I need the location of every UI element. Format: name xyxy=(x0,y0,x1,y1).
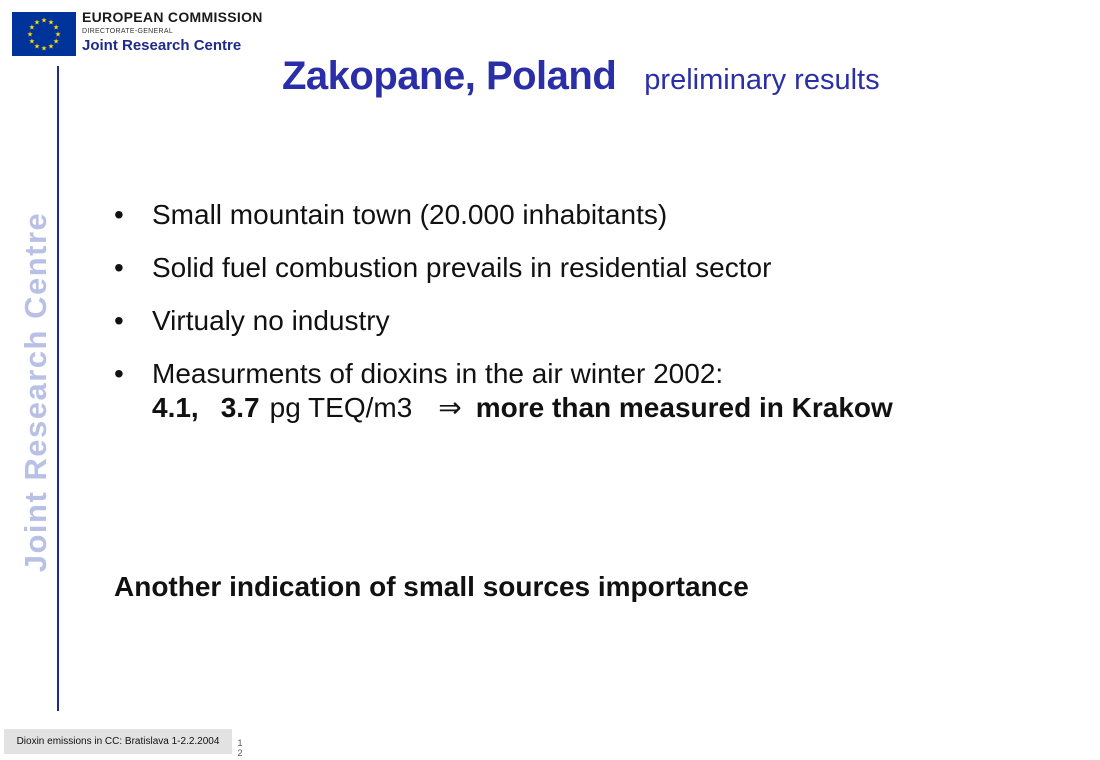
vertical-divider xyxy=(57,66,59,711)
bullet-icon: • xyxy=(114,252,124,283)
conclusion-text: Another indication of small sources importance xyxy=(114,571,749,602)
flag-star-icon: ★ xyxy=(52,38,60,46)
flag-star-icon: ★ xyxy=(47,43,55,51)
measurement-conclusion: more than measured in Krakow xyxy=(475,392,893,423)
bullet-icon: • xyxy=(114,199,124,230)
logo xyxy=(82,10,263,53)
flag-star-icon: ★ xyxy=(28,38,36,46)
bullet-text: Solid fuel combustion prevails in residential sector xyxy=(152,252,772,283)
footer-text: Dioxin emissions in CC: Bratislava 1-2.2.2004 xyxy=(16,736,220,747)
bullet-list xyxy=(114,198,893,444)
logo-dg: DIRECTORATE-GENERAL xyxy=(82,28,174,35)
footer xyxy=(4,729,232,754)
measurement-value-2: 3.7 xyxy=(220,392,260,423)
implies-arrow-icon: ⇒ xyxy=(438,392,462,423)
flag-star-icon: ★ xyxy=(52,24,60,32)
flag-star-icon: ★ xyxy=(33,19,41,27)
logo-centre: Joint Research Centre xyxy=(82,37,242,54)
flag-star-icon: ★ xyxy=(26,31,34,39)
title-main: Zakopane, Poland xyxy=(282,54,617,98)
bullet-icon: • xyxy=(114,358,124,389)
page-number: 1 2 xyxy=(237,738,243,758)
measurement-unit: pg TEQ/m3 xyxy=(269,392,413,423)
flag-star-icon: ★ xyxy=(40,17,48,25)
measurement-line xyxy=(152,391,893,425)
logo-org: EUROPEAN COMMISSION xyxy=(82,9,263,25)
sidebar-vertical-text: Joint Research Centre xyxy=(18,211,53,573)
measurement-value-1: 4.1, xyxy=(152,392,199,423)
bullet-text: Virtualy no industry xyxy=(152,305,390,336)
flag-star-icon: ★ xyxy=(54,31,62,39)
flag-star-icon: ★ xyxy=(33,43,41,51)
bullet-text: Measurments of dioxins in the air winter 2002: xyxy=(152,358,724,389)
bullet-text: Small mountain town (20.000 inhabitants) xyxy=(152,199,668,230)
eu-flag-icon xyxy=(12,12,76,56)
bullet-icon: • xyxy=(114,305,124,336)
bullet-item xyxy=(114,304,893,338)
bullet-item xyxy=(114,357,893,425)
slide-title xyxy=(282,54,880,99)
title-sub: preliminary results xyxy=(644,64,880,96)
bullet-item xyxy=(114,251,893,285)
flag-star-icon: ★ xyxy=(40,45,48,53)
flag-star-icon: ★ xyxy=(47,19,55,27)
bullet-item xyxy=(114,198,893,232)
flag-star-icon: ★ xyxy=(28,24,36,32)
